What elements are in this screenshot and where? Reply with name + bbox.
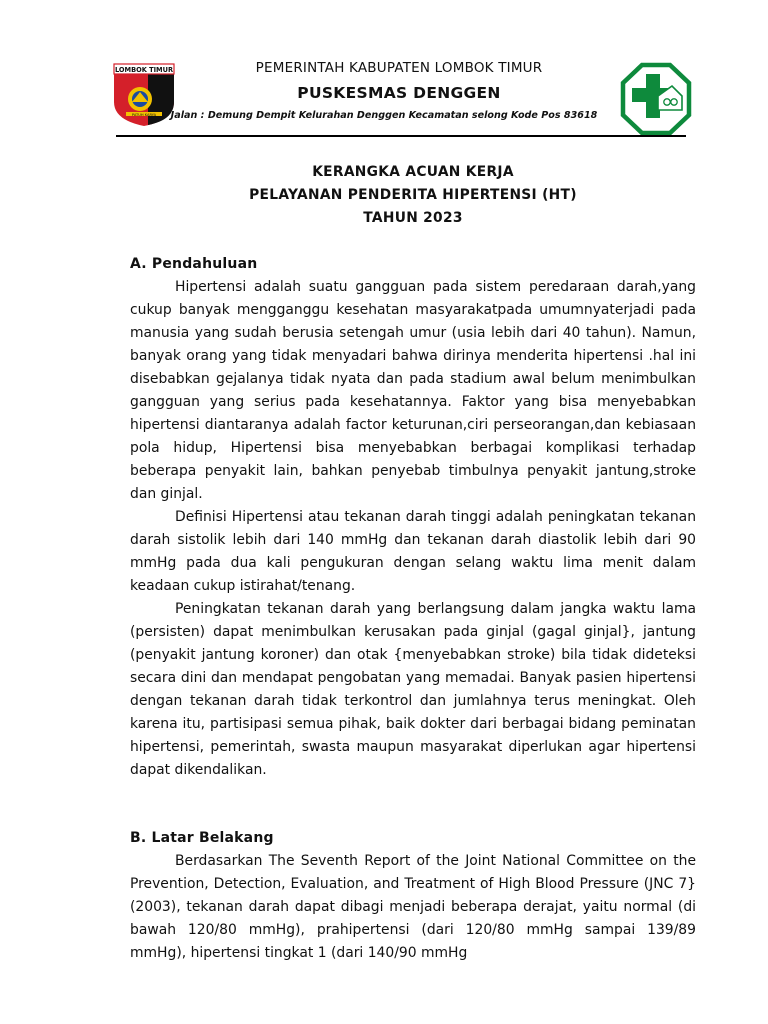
letterhead — [110, 56, 688, 138]
section-b-heading: B. Latar Belakang — [130, 830, 274, 846]
government-name: PEMERINTAH KABUPATEN LOMBOK TIMUR — [255, 60, 543, 76]
section-b-paragraph-1: Berdasarkan The Seventh Report of the Joint National Committee on the Prevention, Detection, Evaluation, and Treatment of High Blood Pressure (JNC 7} (2003), tekanan darah dapat dibagi menjadi beberapa derajat, yaitu normal (di bawah 120/80 mmHg), prahipertensi (dari 120/80 mmHg sampai 139/89 mmHg), hipertensi tingkat 1 (dari 140/90 mmHg — [130, 853, 696, 961]
section-b-body — [130, 850, 696, 965]
left-logo-text: LOMBOK TIMUR — [114, 66, 174, 74]
document-title-line-2: PELAYANAN PENDERITA HIPERTENSI (HT) — [249, 187, 577, 203]
section-a-paragraph-3: Peningkatan tekanan darah yang berlangsung dalam jangka waktu lama (persisten) dapat menimbulkan kerusakan pada ginjal (gagal ginjal}, jantung (penyakit jantung koroner) dan otak {menyebabkan stroke) bila tidak dideteksi secara dini dan mendapat pengobatan yang memadai. Banyak pasien hipertensi dengan tekanan darah tidak terkontrol dan jumlahnya terus meningkat. Oleh karena itu, partisipasi semua pihak, baik dokter dari berbagai bidang peminatan hipertensi, pemerintah, swasta maupun masyarakat diperlukan agar hipertensi dapat dikendalikan. — [130, 601, 696, 778]
section-a-paragraph-1: Hipertensi adalah suatu gangguan pada sistem peredaraan darah,yang cukup banyak mengganggu kesehatan masyarakatpada umumnyaterjadi pada manusia yang sudah berusia setengah umur (usia lebih dari 40 tahun). Namun, banyak orang yang tidak menyadari bahwa dirinya menderita hipertensi .hal ini disebabkan gejalanya tidak nyata dan pada stadium awal belum menimbulkan gangguan yang serius pada kesehatannya. Faktor yang bisa menyebabkan hipertensi diantaranya adalah factor keturunan,ciri perseorangan,dan kebiasaan pola hidup, Hipertensi bisa menyebabkan berbagai komplikasi terhadap beberapa penyakit lain, bahkan penyebab timbulnya penyakit jantung,stroke dan ginjal. — [130, 279, 696, 502]
organization-name: PUSKESMAS DENGGEN — [297, 84, 501, 102]
left-logo-motto: PATUH KARYA — [131, 113, 157, 117]
section-a-heading: A. Pendahuluan — [130, 256, 258, 272]
organization-address: Jalan : Demung Dempit Kelurahan Denggen Kecamatan selong Kode Pos 83618 — [170, 110, 598, 121]
document-title-line-3: TAHUN 2023 — [363, 210, 463, 226]
document-title-line-1: KERANGKA ACUAN KERJA — [312, 164, 514, 180]
letterhead-divider — [116, 135, 686, 137]
section-a-body — [130, 276, 696, 782]
puskesmas-logo-icon — [620, 62, 692, 136]
section-a-paragraph-2: Definisi Hipertensi atau tekanan darah tinggi adalah peningkatan tekanan darah sistolik lebih dari 140 mmHg dan tekanan darah diastolik lebih dari 90 mmHg pada dua kali pengukuran dengan selang waktu lima menit dalam keadaan cukup istirahat/tenang. — [130, 509, 696, 594]
